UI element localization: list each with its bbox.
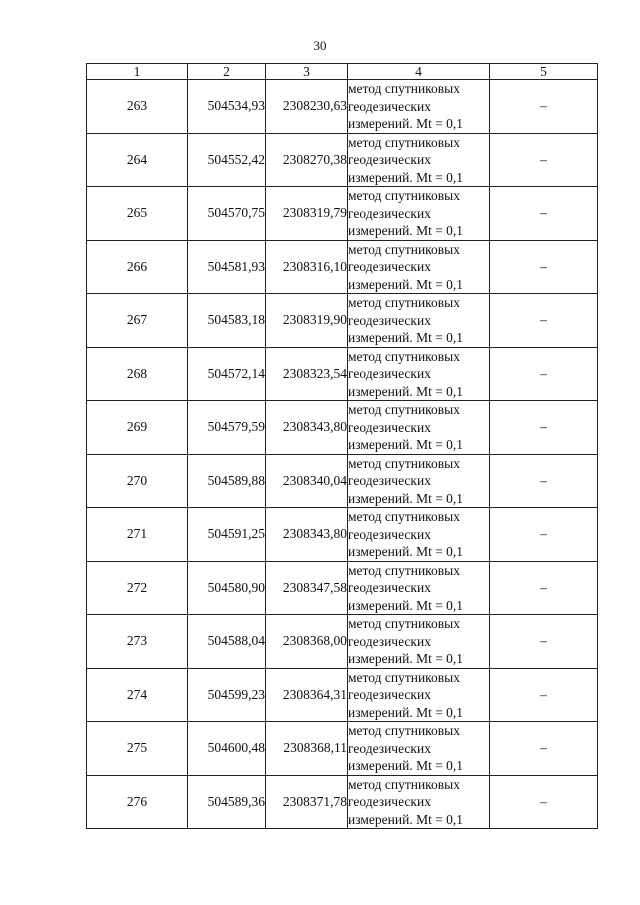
note-dash: – [490, 454, 598, 508]
table-row [87, 454, 598, 508]
method-text-line: измерений. Mt = 0,1 [348, 116, 464, 131]
table-row [87, 187, 598, 241]
page-number: 30 [313, 38, 327, 53]
method-cell [348, 775, 490, 829]
table-row [87, 561, 598, 615]
coordinate-y: 2308347,58 [266, 561, 348, 615]
coordinate-y: 2308316,10 [266, 240, 348, 294]
coordinate-x: 504534,93 [188, 80, 266, 134]
method-text-line: измерений. Mt = 0,1 [348, 597, 464, 613]
note-dash: – [490, 508, 598, 562]
method-text-line: метод спутниковых [348, 134, 460, 150]
method-cell [348, 401, 490, 455]
table-row [87, 775, 598, 829]
method-text-line: геодезических [348, 366, 431, 381]
method-text-line: измерений. Mt = 0,1 [348, 437, 464, 452]
method-cell [348, 508, 490, 562]
method-text-line: измерений. Mt = 0,1 [348, 276, 464, 292]
method-text-line: измерений. Mt = 0,1 [348, 330, 464, 345]
method-text-line: метод спутниковых [348, 562, 460, 578]
method-text-line: метод спутниковых [348, 616, 460, 631]
method-cell [348, 240, 490, 294]
method-text-line: геодезических [348, 473, 431, 488]
note-dash: – [490, 401, 598, 455]
note-dash: – [490, 187, 598, 241]
method-text-line: геодезических [348, 526, 431, 542]
point-number: 276 [87, 775, 188, 829]
coordinate-y: 2308343,80 [266, 508, 348, 562]
method-text-line: измерений. Mt = 0,1 [348, 490, 464, 506]
point-number: 273 [87, 615, 188, 669]
coordinates-table [86, 63, 598, 829]
coordinate-y: 2308364,31 [266, 668, 348, 722]
table-row [87, 294, 598, 348]
method-text-line: метод спутниковых [348, 241, 460, 257]
point-number: 271 [87, 508, 188, 562]
method-cell [348, 294, 490, 348]
method-text-line: измерений. Mt = 0,1 [348, 651, 464, 666]
method-text-line: метод спутниковых [348, 348, 460, 364]
table-row [87, 401, 598, 455]
column-header-2: 2 [188, 64, 266, 80]
method-text-line: геодезических [348, 312, 431, 328]
note-dash: – [490, 668, 598, 722]
coordinate-x: 504572,14 [188, 347, 266, 401]
coordinate-x: 504570,75 [188, 187, 266, 241]
column-header-1: 1 [87, 64, 188, 80]
table-row [87, 668, 598, 722]
coordinate-x: 504588,04 [188, 615, 266, 669]
point-number: 267 [87, 294, 188, 348]
table-body [87, 80, 598, 829]
point-number: 265 [87, 187, 188, 241]
coordinate-x: 504591,25 [188, 508, 266, 562]
table-row [87, 240, 598, 294]
note-dash: – [490, 722, 598, 776]
point-number: 264 [87, 133, 188, 187]
method-text-line: метод спутниковых [348, 509, 460, 524]
coordinate-x: 504552,42 [188, 133, 266, 187]
method-text-line: метод спутниковых [348, 81, 460, 96]
note-dash: – [490, 240, 598, 294]
table-row [87, 615, 598, 669]
table-row [87, 347, 598, 401]
coordinate-x: 504600,48 [188, 722, 266, 776]
note-dash: – [490, 347, 598, 401]
coordinate-y: 2308340,04 [266, 454, 348, 508]
method-text-line: измерений. Mt = 0,1 [348, 811, 464, 827]
method-text-line: геодезических [348, 419, 431, 435]
method-text-line: метод спутниковых [348, 402, 460, 417]
point-number: 266 [87, 240, 188, 294]
method-cell [348, 80, 490, 134]
method-text-line: геодезических [348, 687, 431, 702]
method-text-line: метод спутниковых [348, 776, 460, 792]
method-text-line: измерений. Mt = 0,1 [348, 704, 464, 720]
coordinate-x: 504599,23 [188, 668, 266, 722]
point-number: 274 [87, 668, 188, 722]
point-number: 263 [87, 80, 188, 134]
method-cell [348, 561, 490, 615]
point-number: 272 [87, 561, 188, 615]
point-number: 269 [87, 401, 188, 455]
coordinate-x: 504580,90 [188, 561, 266, 615]
note-dash: – [490, 615, 598, 669]
method-text-line: геодезических [348, 580, 431, 595]
method-text-line: геодезических [348, 205, 431, 221]
method-text-line: метод спутниковых [348, 723, 460, 738]
coordinate-y: 2308270,38 [266, 133, 348, 187]
method-text-line: геодезических [348, 98, 431, 114]
method-cell [348, 187, 490, 241]
method-text-line: метод спутниковых [348, 669, 460, 685]
method-cell [348, 722, 490, 776]
point-number: 268 [87, 347, 188, 401]
note-dash: – [490, 561, 598, 615]
coordinate-y: 2308368,00 [266, 615, 348, 669]
method-text-line: метод спутниковых [348, 455, 460, 471]
coordinate-x: 504583,18 [188, 294, 266, 348]
coordinate-x: 504579,59 [188, 401, 266, 455]
method-text-line: измерений. Mt = 0,1 [348, 223, 464, 238]
column-header-5: 5 [490, 64, 598, 80]
method-text-line: метод спутниковых [348, 295, 460, 310]
method-cell [348, 668, 490, 722]
coordinate-y: 2308323,54 [266, 347, 348, 401]
note-dash: – [490, 133, 598, 187]
method-text-line: метод спутниковых [348, 188, 460, 203]
method-text-line: измерений. Mt = 0,1 [348, 544, 464, 559]
coordinate-y: 2308230,63 [266, 80, 348, 134]
coordinate-y: 2308371,78 [266, 775, 348, 829]
column-header-3: 3 [266, 64, 348, 80]
coordinate-y: 2308319,90 [266, 294, 348, 348]
method-cell [348, 133, 490, 187]
method-text-line: измерений. Mt = 0,1 [348, 383, 464, 399]
method-text-line: геодезических [348, 259, 431, 274]
method-text-line: геодезических [348, 152, 431, 167]
table-row [87, 80, 598, 134]
coordinate-y: 2308343,80 [266, 401, 348, 455]
column-header-4: 4 [348, 64, 490, 80]
method-text-line: измерений. Mt = 0,1 [348, 758, 464, 773]
coordinate-x: 504581,93 [188, 240, 266, 294]
table-row [87, 508, 598, 562]
coordinate-y: 2308368,11 [266, 722, 348, 776]
table-row [87, 722, 598, 776]
method-text-line: геодезических [348, 633, 431, 649]
table-row [87, 133, 598, 187]
method-cell [348, 347, 490, 401]
table-header-row [87, 64, 598, 80]
method-cell [348, 615, 490, 669]
note-dash: – [490, 80, 598, 134]
coordinate-x: 504589,36 [188, 775, 266, 829]
point-number: 270 [87, 454, 188, 508]
method-text-line: геодезических [348, 794, 431, 809]
coordinate-y: 2308319,79 [266, 187, 348, 241]
coordinate-x: 504589,88 [188, 454, 266, 508]
note-dash: – [490, 775, 598, 829]
note-dash: – [490, 294, 598, 348]
method-cell [348, 454, 490, 508]
method-text-line: геодезических [348, 740, 431, 756]
method-text-line: измерений. Mt = 0,1 [348, 169, 464, 185]
point-number: 275 [87, 722, 188, 776]
